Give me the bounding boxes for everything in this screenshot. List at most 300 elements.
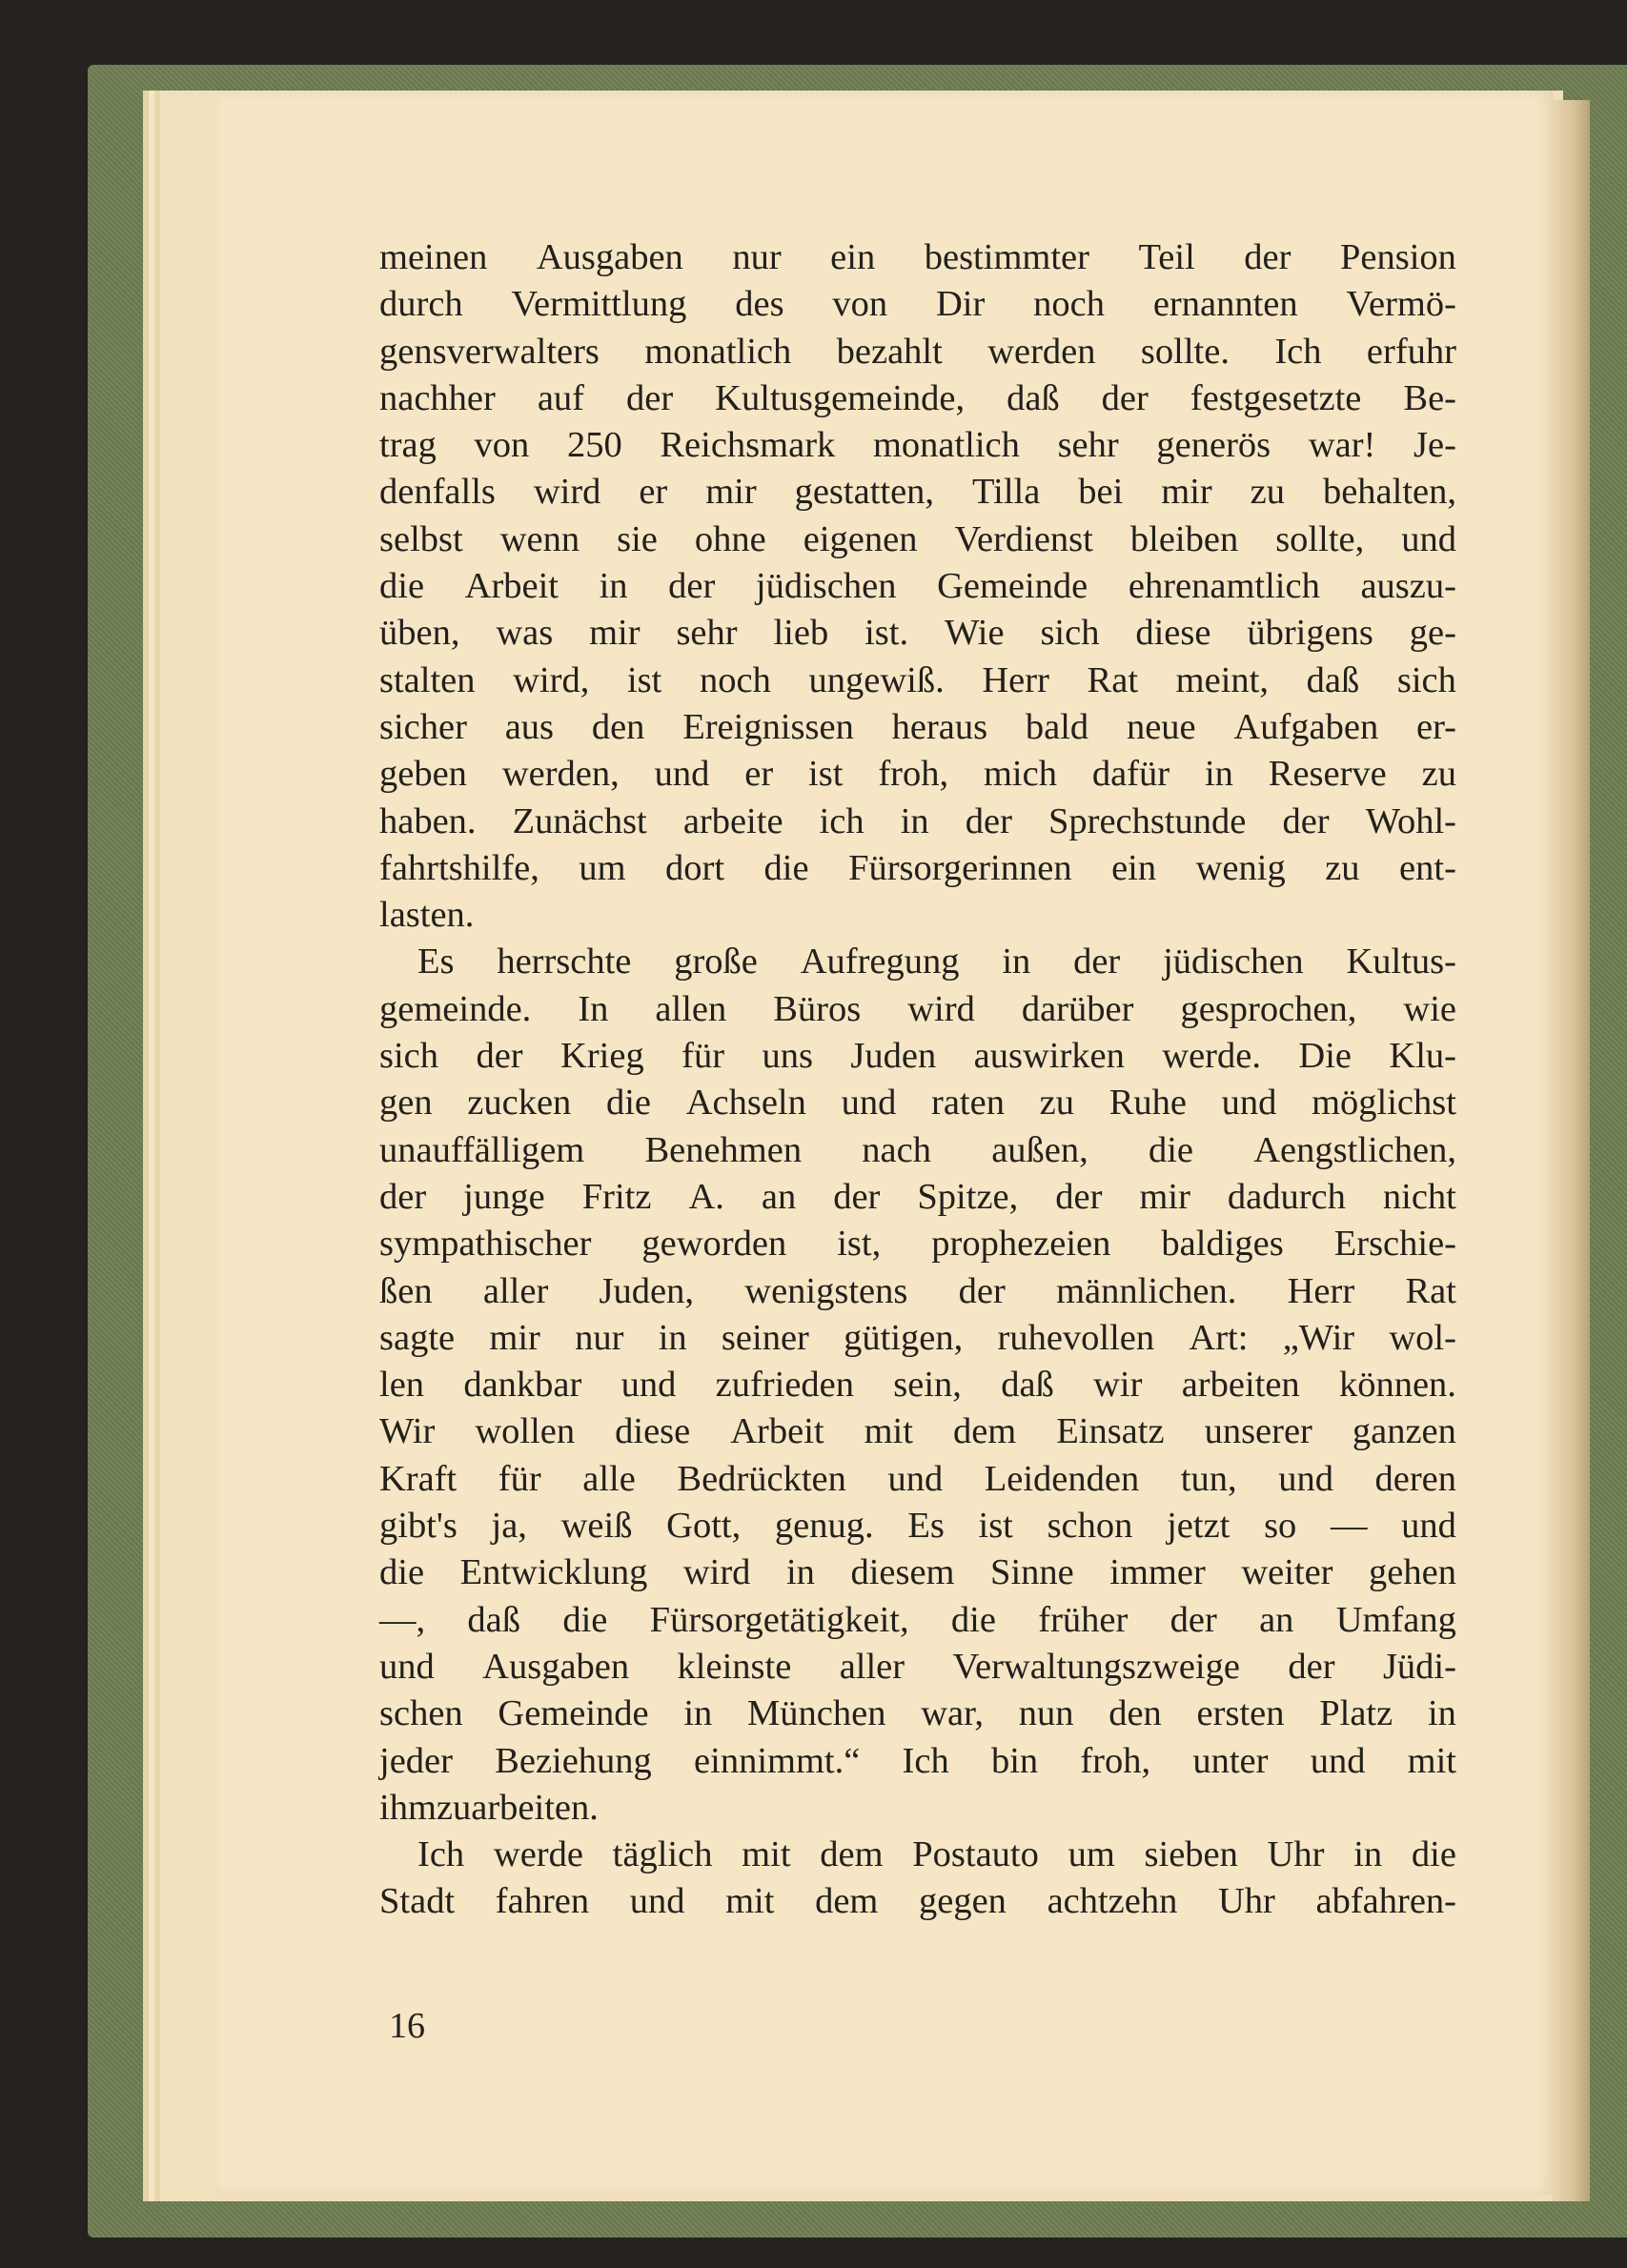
word: große [674, 942, 758, 982]
word: Wie [944, 613, 1005, 654]
word: Büros [773, 988, 862, 1029]
word: dadurch [1227, 1176, 1346, 1217]
word: ßen [379, 1270, 433, 1311]
word: Die [1298, 1036, 1352, 1077]
text-line [379, 469, 1456, 516]
word: Gott, [666, 1506, 742, 1547]
word: Arbeit [730, 1411, 824, 1452]
word: auszu- [1360, 566, 1456, 607]
word: zu [1039, 1083, 1074, 1124]
word: mich [983, 754, 1057, 795]
word: der [1101, 377, 1149, 418]
word: erfuhr [1366, 331, 1456, 372]
word: jüdischen [1163, 942, 1304, 982]
word: Bedrückten [677, 1458, 846, 1499]
text-line [379, 1033, 1456, 1080]
word: sehr [1057, 425, 1119, 466]
word: zu [1325, 847, 1360, 888]
word: schon [1047, 1506, 1133, 1547]
word: der [1073, 942, 1121, 982]
word: Krieg [560, 1036, 644, 1077]
word: auf [537, 377, 584, 418]
word: nachher [379, 377, 496, 418]
word: und [1278, 1458, 1333, 1499]
word: München [747, 1693, 886, 1734]
word: noch [700, 659, 771, 700]
word: in [1427, 1693, 1456, 1734]
word: außen, [991, 1129, 1088, 1170]
word: Erschie- [1333, 1224, 1456, 1265]
word: gegen [919, 1881, 1007, 1922]
word: ja, [491, 1506, 527, 1547]
word: möglichst [1312, 1083, 1456, 1124]
word: wird, [513, 659, 590, 700]
word: Reichsmark [660, 425, 836, 466]
text-line [379, 658, 1456, 704]
word: von [474, 425, 530, 466]
word: Je- [1413, 425, 1456, 466]
word: arbeite [682, 800, 783, 841]
word: ent- [1399, 847, 1456, 888]
word: Rat [1087, 659, 1139, 700]
word: jeder [379, 1740, 453, 1781]
text-line [379, 1221, 1456, 1267]
word: Es [907, 1506, 945, 1547]
word: Ereignissen [682, 706, 854, 747]
word: Herr [982, 659, 1049, 700]
word: Tilla [972, 472, 1041, 513]
word: gen [379, 1083, 433, 1124]
text-line [379, 1127, 1456, 1174]
word: unauffälligem [379, 1129, 585, 1170]
word: ganzen [1352, 1411, 1456, 1452]
word: sympathischer [379, 1224, 592, 1265]
word: raten [931, 1083, 1005, 1124]
word: in [785, 1552, 815, 1593]
word: wollen [475, 1411, 576, 1452]
word: nun [1018, 1693, 1074, 1734]
word: meinen [379, 237, 488, 277]
word: in [683, 1693, 713, 1734]
word: sehr [676, 613, 738, 654]
word: behalten, [1322, 472, 1456, 513]
word: stalten [379, 659, 476, 700]
text-line [379, 799, 1456, 845]
word: lieb [773, 613, 829, 654]
word: dem [820, 1834, 884, 1875]
word: der [833, 1176, 881, 1217]
word: wenigstens [744, 1270, 908, 1311]
word: an [1259, 1599, 1294, 1640]
word: fahrtshilfe, [379, 847, 539, 888]
word: ist [978, 1506, 1013, 1547]
text-line [379, 234, 1456, 281]
word: zucken [467, 1083, 572, 1124]
word: daß [1001, 1365, 1054, 1406]
word: ersten [1196, 1693, 1285, 1734]
word: allen [655, 988, 727, 1029]
word: Kraft [379, 1458, 458, 1499]
text-line [379, 1362, 1456, 1408]
word: er [639, 472, 668, 513]
word: genug. [774, 1506, 874, 1547]
word: sollte. [1140, 331, 1230, 372]
word: die [562, 1599, 608, 1640]
word: war, [921, 1693, 984, 1734]
word: lasten. [379, 895, 475, 936]
page-gutter-edge [1552, 100, 1590, 2201]
word: zufrieden [715, 1365, 854, 1406]
word: die [605, 1083, 652, 1124]
word: ge- [1409, 613, 1456, 654]
word: und [629, 1881, 685, 1922]
word: daß [467, 1599, 521, 1640]
word: „Wir [1282, 1317, 1355, 1358]
word: mir [705, 472, 757, 513]
word: wird [907, 988, 975, 1029]
word: eigenen [803, 518, 918, 559]
word: diese [615, 1411, 691, 1452]
word: Fritz [581, 1176, 652, 1217]
word: der [668, 566, 716, 607]
word: daß [1007, 377, 1060, 418]
text-line [379, 1832, 1456, 1878]
word: Be- [1403, 377, 1456, 418]
word: haben. [379, 800, 477, 841]
word: tun, [1180, 1458, 1237, 1499]
word: aller [482, 1270, 549, 1311]
text-line [379, 281, 1456, 328]
word: Stadt [379, 1881, 456, 1922]
page-number: 16 [389, 2006, 425, 2046]
word: mir [1161, 472, 1212, 513]
word: der [965, 800, 1012, 841]
word: ein [1111, 847, 1157, 888]
word: zu [436, 1787, 472, 1828]
word: sollte, [1275, 518, 1365, 559]
word: der [625, 377, 674, 418]
word: an [761, 1176, 797, 1217]
word: Juden, [599, 1270, 694, 1311]
word: üben, [379, 613, 460, 654]
word: sich [1040, 613, 1100, 654]
word: des [735, 284, 784, 325]
word: wie [1403, 988, 1456, 1029]
word: gensverwalters [379, 331, 600, 372]
word: immer [1109, 1552, 1206, 1593]
word: gesprochen, [1180, 988, 1357, 1029]
word: und [1221, 1083, 1277, 1124]
word: werden, [501, 754, 620, 795]
word: sich [1396, 659, 1456, 700]
text-line [379, 1878, 1456, 1925]
word: einnimmt.“ [694, 1740, 861, 1781]
word: gibt's [379, 1506, 458, 1547]
word: gestatten, [794, 472, 935, 513]
word: Ich [417, 1834, 465, 1875]
word: der [1282, 800, 1330, 841]
text-line [379, 1644, 1456, 1691]
word: froh, [1080, 1740, 1151, 1781]
word: deren [1374, 1458, 1456, 1499]
word: sich [379, 1036, 439, 1077]
word: Beziehung [495, 1740, 652, 1781]
word: die [950, 1599, 996, 1640]
word: Platz [1319, 1693, 1393, 1734]
word: für [498, 1458, 541, 1499]
word: Aufgaben [1233, 706, 1379, 747]
word: Verwaltungszweige [952, 1646, 1240, 1687]
word: werde. [1162, 1036, 1261, 1077]
word: wol- [1389, 1317, 1456, 1358]
word: in [1204, 754, 1233, 795]
word: wenn [499, 518, 580, 559]
word: Sprechstunde [1047, 800, 1247, 841]
text-line [379, 1174, 1456, 1221]
word: baldiges [1161, 1224, 1284, 1265]
word: Einsatz [1056, 1411, 1165, 1452]
text-line [379, 892, 1456, 939]
word: dafür [1091, 754, 1170, 795]
word: in [599, 566, 628, 607]
word: Pension [1339, 237, 1456, 277]
word: herrschte [497, 942, 632, 982]
word: Ausgaben [536, 237, 683, 277]
word: dem [815, 1881, 879, 1922]
word: Aufregung [800, 942, 960, 982]
word: generös [1156, 425, 1271, 466]
word: A. [688, 1176, 724, 1217]
word: und [841, 1083, 897, 1124]
word: Jüdi- [1382, 1646, 1456, 1687]
word: aus [504, 706, 555, 747]
word: — [1330, 1506, 1368, 1547]
word: arbeiten [1181, 1365, 1300, 1406]
word: bleiben [1129, 518, 1239, 559]
word: er [744, 754, 774, 795]
word: sein, [893, 1365, 962, 1406]
word: zu [1250, 472, 1286, 513]
word: nicht [1382, 1176, 1456, 1217]
word: und [1310, 1740, 1366, 1781]
word: gehen [1369, 1552, 1456, 1593]
word: und [654, 754, 710, 795]
word: dem [952, 1411, 1017, 1452]
word: Reserve [1268, 754, 1387, 795]
word: Wir [379, 1411, 436, 1452]
word: Arbeit [464, 566, 559, 607]
word: Dir [936, 284, 986, 325]
word: Verdienst [954, 518, 1093, 559]
word: diese [1135, 613, 1211, 654]
text-line [379, 1549, 1456, 1596]
word: Art: [1189, 1317, 1249, 1358]
word: bestimmter [924, 237, 1089, 277]
word: und [379, 1646, 435, 1687]
word: kleinste [677, 1646, 792, 1687]
text-line [379, 563, 1456, 610]
word: monatlich [644, 331, 792, 372]
word: Rat [1405, 1270, 1456, 1311]
word: zu [1421, 754, 1456, 795]
word: Vermittlung [511, 284, 687, 325]
word: Gemeinde [937, 566, 1088, 607]
word: der [958, 1270, 1006, 1311]
word: bei [1078, 472, 1124, 513]
word: Ausgaben [482, 1646, 630, 1687]
word: Gemeinde [498, 1693, 649, 1734]
word: sieben [1144, 1834, 1238, 1875]
word: dankbar [463, 1365, 582, 1406]
word: in [900, 800, 929, 841]
text-line [379, 422, 1456, 469]
word: arbeiten. [471, 1787, 599, 1828]
word: achtzehn [1047, 1881, 1178, 1922]
word: den [1108, 1693, 1162, 1734]
word: In [578, 988, 609, 1029]
word: die [763, 847, 809, 888]
word: heraus [891, 706, 988, 747]
word: weiter [1241, 1552, 1333, 1593]
word: Klu- [1389, 1036, 1456, 1077]
word: Ruhe [1108, 1083, 1187, 1124]
word: Benehmen [644, 1129, 803, 1170]
word: mir [1139, 1176, 1190, 1217]
word: denfalls [379, 472, 496, 513]
word: den [591, 706, 645, 747]
word: Teil [1138, 237, 1195, 277]
word: durch [379, 284, 463, 325]
word: festgesetzte [1190, 377, 1362, 418]
word: fahren [495, 1881, 590, 1922]
word: mit [742, 1834, 791, 1875]
text-line [379, 1785, 1456, 1832]
word: noch [1033, 284, 1105, 325]
word: wenig [1195, 847, 1286, 888]
word: sicher [379, 706, 467, 747]
text-line [379, 610, 1456, 657]
word: —, [379, 1599, 426, 1640]
word: was [496, 613, 554, 654]
text-line [379, 845, 1456, 892]
word: monatlich [872, 425, 1020, 466]
text-line [379, 375, 1456, 422]
word: geben [379, 754, 467, 795]
text-line [379, 1268, 1456, 1315]
word: ich [819, 800, 864, 841]
text-line [379, 1456, 1456, 1503]
word: um [1068, 1834, 1115, 1875]
word: Ich [1274, 331, 1322, 372]
text-line [379, 1738, 1456, 1785]
text-line [379, 1408, 1456, 1455]
word: in [658, 1317, 687, 1358]
word: jüdischen [755, 566, 897, 607]
text-line [379, 704, 1456, 751]
text-line [379, 1080, 1456, 1126]
word: alle [582, 1458, 636, 1499]
word: Kultus- [1346, 942, 1456, 982]
word: wir [1093, 1365, 1143, 1406]
word: unter [1192, 1740, 1269, 1781]
word: dort [665, 847, 725, 888]
word: gütigen, [844, 1317, 964, 1358]
word: und [1401, 1506, 1456, 1547]
word: Kultusgemeinde, [715, 377, 966, 418]
word: mit [1407, 1740, 1456, 1781]
word: Sinne [990, 1552, 1074, 1593]
word: und [620, 1365, 677, 1406]
word: der [379, 1176, 427, 1217]
word: sagte [379, 1317, 456, 1358]
word: mir [489, 1317, 540, 1358]
word: er- [1416, 706, 1456, 747]
word: ohne [694, 518, 766, 559]
text-line [379, 1503, 1456, 1549]
word: ungewiß. [808, 659, 945, 700]
word: ist, [837, 1224, 882, 1265]
word: darüber [1021, 988, 1134, 1029]
word: die [379, 566, 425, 607]
text-line [379, 516, 1456, 563]
word: selbst [379, 518, 463, 559]
word: ein [830, 237, 876, 277]
word: ehrenamtlich [1128, 566, 1320, 607]
word: übrigens [1247, 613, 1373, 654]
word: Fürsorgetätigkeit, [649, 1599, 909, 1640]
word: und [1401, 518, 1456, 559]
word: gemeinde. [379, 988, 532, 1029]
word: Es [417, 942, 455, 982]
word: Uhr [1267, 1834, 1325, 1875]
word: Herr [1287, 1270, 1355, 1311]
text-line [379, 1691, 1456, 1737]
word: Postauto [912, 1834, 1039, 1875]
word: ernannten [1152, 284, 1298, 325]
word: schen [379, 1693, 463, 1734]
word: der [1288, 1646, 1335, 1687]
word: bin [990, 1740, 1039, 1781]
word: die [379, 1552, 425, 1593]
word: uns [762, 1036, 813, 1077]
word: Juden [850, 1036, 937, 1077]
word: meint, [1175, 659, 1269, 700]
word: Wohl- [1365, 800, 1456, 841]
word: mir [589, 613, 641, 654]
text-line [379, 1315, 1456, 1362]
word: Uhr [1218, 1881, 1275, 1922]
word: Ich [902, 1740, 949, 1781]
word: werden [987, 331, 1096, 372]
word: und [887, 1458, 944, 1499]
word: 250 [566, 425, 622, 466]
word: die [1411, 1834, 1456, 1875]
word: in [1353, 1834, 1383, 1875]
word: sie [617, 518, 658, 559]
word: nur [732, 237, 782, 277]
word: Achseln [685, 1083, 806, 1124]
word: in [1002, 942, 1031, 982]
word: nach [862, 1129, 931, 1170]
body-text [379, 234, 1456, 1926]
word: Aengstlichen, [1253, 1129, 1456, 1170]
word: Zunächst [512, 800, 647, 841]
word: täglich [612, 1834, 713, 1875]
word: prophezeien [931, 1224, 1111, 1265]
word: junge [463, 1176, 545, 1217]
word: werde [493, 1834, 583, 1875]
word: daß [1306, 659, 1360, 700]
